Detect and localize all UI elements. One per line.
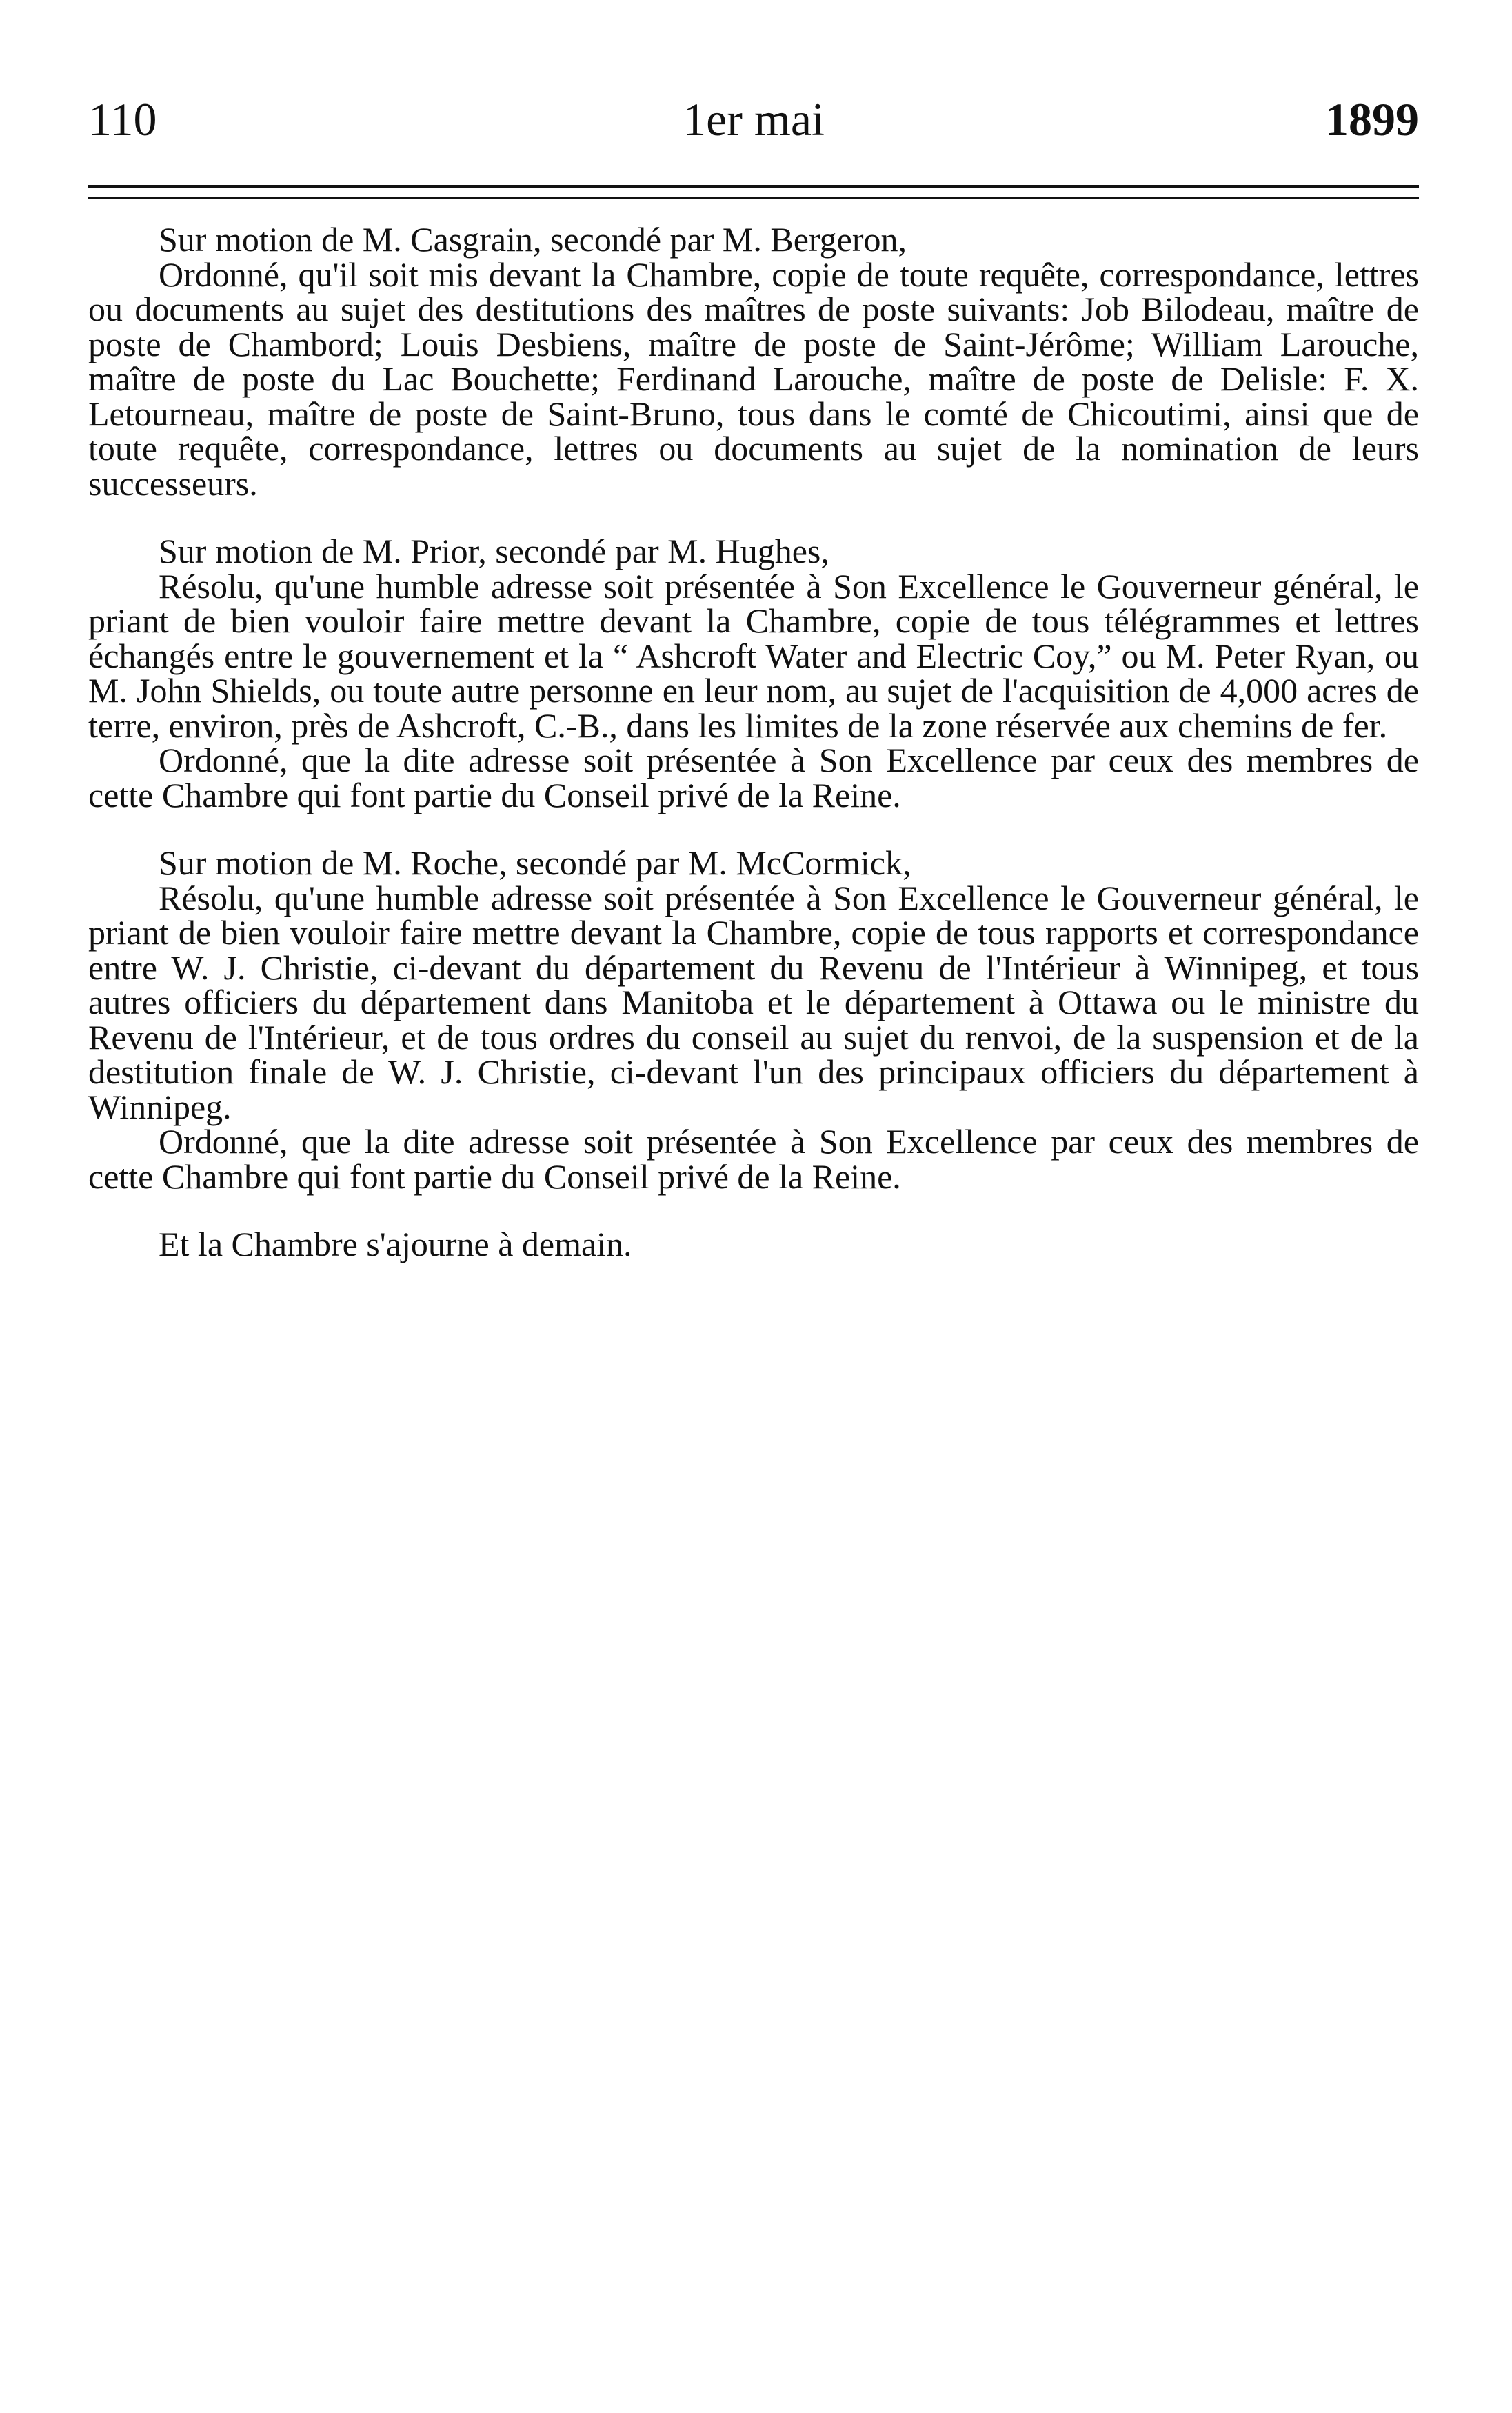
journal-body <box>88 222 1419 1262</box>
motion-line: Sur motion de M. Casgrain, secondé par M. Bergeron, <box>159 220 907 259</box>
motion-entry-prior <box>88 534 1419 812</box>
order-paragraph: Ordonné, que la dite adresse soit présentée à Son Excellence par ceux des membres de cette Chambre qui font partie du Conseil privé de la Reine. <box>88 741 1419 814</box>
header-rule-thick <box>88 185 1419 188</box>
adjournment-line: Et la Chambre s'ajourne à demain. <box>159 1225 632 1263</box>
order-paragraph: Ordonné, que la dite adresse soit présentée à Son Excellence par ceux des membres de cette Chambre qui font partie du Conseil privé de la Reine. <box>88 1122 1419 1196</box>
page-date: 1er mai <box>683 93 825 146</box>
order-paragraph: Ordonné, qu'il soit mis devant la Chambre, copie de toute requête, correspondance, lettres ou documents au sujet des destitutions des maîtres de poste suivants: Job Bilodeau, maître de poste de Chambord; Louis Desbiens, maître de poste de Saint-Jérôme; William Larouche, maître de poste du Lac Bouchette; Ferdinand Larouche, maître de poste de Delisle: F. X. Letourneau, maître de poste de Saint-Bruno, tous dans le comté de Chicoutimi, ainsi que de toute requête, correspondance, lettres ou documents au sujet de la nomination de leurs successeurs. <box>88 254 1419 503</box>
motion-entry-casgrain <box>88 222 1419 501</box>
motion-entry-roche <box>88 845 1419 1194</box>
running-header <box>88 81 1419 157</box>
motion-line: Sur motion de M. Prior, secondé par M. Hughes, <box>159 532 829 570</box>
header-rule-thin <box>88 197 1419 199</box>
page-number: 110 <box>88 93 157 146</box>
motion-line: Sur motion de M. Roche, secondé par M. McCormick, <box>159 843 911 882</box>
resolution-paragraph: Résolu, qu'une humble adresse soit présentée à Son Excellence le Gouverneur général, le priant de bien vouloir faire mettre devant la Chambre, copie de tous télégrammes et lettres échangés entre le gouvernement et la “ Ashcroft Water and Electric Coy,” ou M. Peter Ryan, ou M. John Shields, ou toute autre personne en leur nom, au sujet de l'acquisition de 4,000 acres de terre, environ, près de Ashcroft, C.-B., dans les limites de la zone réservée aux chemins de fer. <box>88 566 1419 745</box>
page-year: 1899 <box>1325 93 1419 146</box>
resolution-paragraph: Résolu, qu'une humble adresse soit présentée à Son Excellence le Gouverneur général, le priant de bien vouloir faire mettre devant la Chambre, copie de tous rapports et correspondance entre W. J. Christie, ci-devant du département du Revenu de l'Intérieur à Winnipeg, et tous autres officiers du département dans Manitoba et le département à Ottawa ou le ministre du Revenu de l'Intérieur, et de tous ordres du conseil au sujet du renvoi, de la suspension et de la destitution finale de W. J. Christie, ci-devant l'un des principaux officiers du département à Winnipeg. <box>88 878 1419 1126</box>
